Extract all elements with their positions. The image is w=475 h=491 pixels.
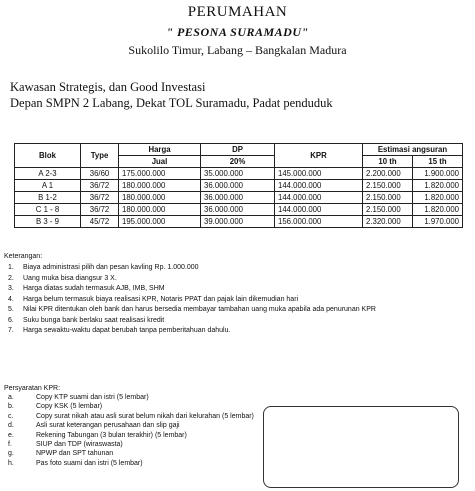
note-text: Suku bunga bank berlaku saat realisasi kredit xyxy=(23,316,165,324)
requirements-section xyxy=(4,385,266,468)
cell-15th: 1.820.000 xyxy=(413,180,463,192)
cell-15th: 1.820.000 xyxy=(413,204,463,216)
location-text: Sukolilo Timur, Labang – Bangkalan Madura xyxy=(128,43,347,57)
header-type: Type xyxy=(81,144,119,168)
list-item xyxy=(4,412,266,421)
requirement-text: Copy surat nikah atau asli surat belum nikah dari kelurahan (5 lembar) xyxy=(36,412,254,420)
list-item xyxy=(4,449,266,458)
table-row xyxy=(15,204,463,216)
requirement-text: Copy KSK (5 lembar) xyxy=(36,403,103,411)
tagline-line-1: Kawasan Strategis, dan Good Investasi xyxy=(10,80,206,94)
requirement-key: h. xyxy=(8,459,14,467)
list-item xyxy=(4,274,444,285)
cell-15th: 1.970.000 xyxy=(413,216,463,228)
cell-15th: 1.900.000 xyxy=(413,168,463,180)
housing-name: " PESONA SURAMADU" xyxy=(166,25,309,39)
cell-type: 36/60 xyxy=(81,168,119,180)
requirement-key: f. xyxy=(8,441,12,449)
header-harga: Harga xyxy=(119,144,201,156)
note-number: 5. xyxy=(8,306,14,313)
requirement-key: g. xyxy=(8,450,14,458)
cell-dp: 39.000.000 xyxy=(201,216,275,228)
notes-list xyxy=(4,263,444,337)
list-item xyxy=(4,326,444,337)
list-item xyxy=(4,440,266,449)
requirement-text: NPWP dan SPT tahunan xyxy=(36,450,114,458)
tagline xyxy=(10,79,333,111)
notes-label: Keterangan: xyxy=(4,253,43,260)
header-harga-jual: Jual xyxy=(119,156,201,168)
tagline-line-2: Depan SMPN 2 Labang, Dekat TOL Suramadu, Padat penduduk xyxy=(10,96,333,110)
note-number: 6. xyxy=(8,316,14,324)
header-blok: Blok xyxy=(15,144,81,168)
header-kpr: KPR xyxy=(275,144,363,168)
requirement-text: Asli surat keterangan perusahaan dan slip gaji xyxy=(36,422,180,430)
cell-kpr: 144.000.000 xyxy=(275,192,363,204)
list-item xyxy=(4,284,444,295)
cell-kpr: 145.000.000 xyxy=(275,168,363,180)
cell-10th: 2.150.000 xyxy=(363,180,413,192)
note-text: Harga diatas sudah termasuk AJB, IMB, SHM xyxy=(23,285,165,292)
note-text: Uang muka bisa diangsur 3 X. xyxy=(23,274,117,282)
price-table xyxy=(14,143,463,228)
note-number: 7. xyxy=(8,327,14,334)
price-table-body xyxy=(15,168,463,228)
requirement-key: d. xyxy=(8,422,14,430)
cell-dp: 35.000.000 xyxy=(201,168,275,180)
cell-blok: A 2-3 xyxy=(15,168,81,180)
list-item xyxy=(4,431,266,440)
requirement-text: SIUP dan TDP (wiraswasta) xyxy=(36,441,123,449)
header-dp-percent: 20% xyxy=(201,156,275,168)
cell-10th: 2.150.000 xyxy=(363,192,413,204)
header-estimasi: Estimasi angsuran xyxy=(363,144,463,156)
cell-type: 36/72 xyxy=(81,192,119,204)
requirement-key: e. xyxy=(8,431,14,439)
notes-section xyxy=(4,253,444,337)
header-dp: DP xyxy=(201,144,275,156)
list-item xyxy=(4,402,266,411)
note-number: 2. xyxy=(8,274,14,282)
table-row xyxy=(15,216,463,228)
requirements-label: Persyaratan KPR: xyxy=(4,385,61,392)
note-text: Nilai KPR ditentukan oleh bank dan harus bersedia membayar tambahan uang muka apabila ada penurunan KPR xyxy=(23,306,376,313)
cell-harga: 195.000.000 xyxy=(119,216,201,228)
table-row xyxy=(15,192,463,204)
cell-harga: 175.000.000 xyxy=(119,168,201,180)
requirement-key: c. xyxy=(8,412,14,420)
requirements-list xyxy=(4,393,266,468)
cell-dp: 36.000.000 xyxy=(201,192,275,204)
note-number: 1. xyxy=(8,264,14,271)
requirement-text: Copy KTP suami dan istri (5 lembar) xyxy=(36,394,149,401)
cell-kpr: 144.000.000 xyxy=(275,204,363,216)
list-item xyxy=(4,295,444,306)
cell-10th: 2.200.000 xyxy=(363,168,413,180)
note-text: Harga sewaktu-waktu dapat berubah tanpa pemberitahuan dahulu. xyxy=(23,327,231,334)
cell-blok: C 1 - 8 xyxy=(15,204,81,216)
cell-kpr: 156.000.000 xyxy=(275,216,363,228)
note-number: 3. xyxy=(8,285,14,292)
rounded-placeholder-box xyxy=(263,406,459,488)
price-table-header xyxy=(15,144,463,168)
cell-type: 45/72 xyxy=(81,216,119,228)
header-15th: 15 th xyxy=(413,156,463,168)
page-title: PERUMAHAN xyxy=(187,4,288,20)
cell-type: 36/72 xyxy=(81,204,119,216)
list-item xyxy=(4,459,266,468)
header-10th: 10 th xyxy=(363,156,413,168)
requirement-text: Pas foto suami dan istri (5 lembar) xyxy=(36,459,143,467)
cell-15th: 1.820.000 xyxy=(413,192,463,204)
cell-harga: 180.000.000 xyxy=(119,192,201,204)
cell-type: 36/72 xyxy=(81,180,119,192)
table-row xyxy=(15,180,463,192)
requirement-key: b. xyxy=(8,403,14,411)
requirement-text: Rekening Tabungan (3 bulan terakhir) (5 lembar) xyxy=(36,431,187,439)
list-item xyxy=(4,316,444,327)
cell-harga: 180.000.000 xyxy=(119,180,201,192)
cell-blok: A 1 xyxy=(15,180,81,192)
cell-dp: 36.000.000 xyxy=(201,180,275,192)
note-text: Biaya administrasi pilih dan pesan kavling Rp. 1.000.000 xyxy=(23,264,199,271)
list-item xyxy=(4,393,266,402)
list-item xyxy=(4,263,444,274)
cell-blok: B 3 - 9 xyxy=(15,216,81,228)
cell-dp: 36.000.000 xyxy=(201,204,275,216)
list-item xyxy=(4,305,444,316)
requirement-key: a. xyxy=(8,394,14,401)
list-item xyxy=(4,421,266,430)
cell-10th: 2.320.000 xyxy=(363,216,413,228)
note-text: Harga belum termasuk biaya realisasi KPR, Notaris PPAT dan pajak lain dikemudian hari xyxy=(23,295,299,303)
note-number: 4. xyxy=(8,295,14,303)
cell-kpr: 144.000.000 xyxy=(275,180,363,192)
cell-10th: 2.150.000 xyxy=(363,204,413,216)
cell-blok: B 1-2 xyxy=(15,192,81,204)
table-row xyxy=(15,168,463,180)
cell-harga: 180.000.000 xyxy=(119,204,201,216)
